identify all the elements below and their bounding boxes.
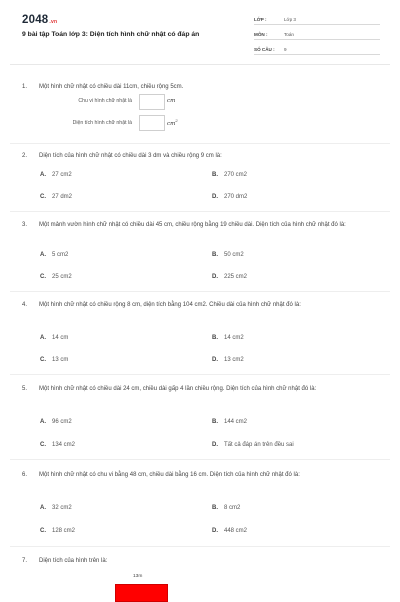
meta-subject: MÔN : Toán [254,29,380,40]
option-5d[interactable]: D. Tất cả đáp án trên đều sai [212,442,294,448]
option-4d[interactable]: D. 13 cm2 [212,357,244,363]
option-3b[interactable]: B. 50 cm2 [212,252,244,258]
divider [10,459,390,460]
figure-length-label: 13m [133,574,143,579]
blank-label-area: Diện tích hình chữ nhật là [72,120,132,126]
option-2c[interactable]: C. 27 dm2 [40,194,73,200]
meta-question-count: SỐ CÂU : 9 [254,44,380,55]
divider [10,211,390,212]
option-3d[interactable]: D. 225 cm2 [212,274,248,280]
area-answer-input[interactable] [139,115,165,131]
option-5c[interactable]: C. 134 cm2 [40,442,76,448]
option-4b[interactable]: B. 14 cm2 [212,335,244,341]
option-6b[interactable]: B. 8 cm2 [212,505,241,511]
worksheet-page: 2048.vn 9 bài tập Toán lớp 3: Diện tích hình chữ nhật có đáp án LỚP : Lớp 3 MÔN : Toán SỐ CÂU : 9 1. Một hình chữ nhật có chiều dài 11cm, chiều rộng 5cm. Chu vi hình chữ nhật là cm Diện tích hình chữ nhật là $cm^2$ 2. Diện tích của hình chữ nhật có chiều dài 3 dm và chiều rộng 9 cm là: A. 27 cm2 B. 270 cm2 C. 27 dm2 D. 270 dm2 3. Một mảnh vườn hình chữ nhật có chiều dài 45 cm, chiều rộng bằng 19 chiều dài. Diện tích của hình chữ nhật đó là: A. 5 cm2 B. 50 cm2 C. 25 cm2 D. 225 cm2 4. Một hình chữ nhật có chiều rộng 8 cm, diện tích bằng 104 cm2. Chiều dài của hình chữ nhật đó là: A. 14 cm B. 14 cm2 C. 13 cm D. 13 cm2 5. Một hình chữ nhật có chiều dài 24 cm, chiều dài gấp 4 lần chiều rộng. Diện tích của hình chữ nhật đó là: A. 96 cm2 B. 144 cm2 C. 134 cm2 D. Tất cả đáp án trên đều sai 6. Một hình chữ nhật có chu vi bằng 48 cm, chiều dài bằng 16 cm. Diện tích của hình chữ nhật đó là: A. 32 cm2 B. 8 cm2 C. 128 cm2 D. 448 cm2 7. Diện tích của hình trên là: 13m [0,0,400,600]
unit-cm: cm [167,98,176,104]
divider [10,291,390,292]
meta-grade: LỚP : Lớp 3 [254,14,380,25]
site-logo[interactable]: 2048.vn [22,14,58,26]
option-6a[interactable]: A. 32 cm2 [40,505,72,511]
unit-cm2: $cm^2$ [167,118,178,127]
divider [10,374,390,375]
divider [10,546,390,547]
red-rectangle-figure [115,584,168,602]
perimeter-answer-input[interactable] [139,94,165,110]
option-3c[interactable]: C. 25 cm2 [40,274,72,280]
option-5b[interactable]: B. 144 cm2 [212,419,248,425]
option-5a[interactable]: A. 96 cm2 [40,419,72,425]
option-6d[interactable]: D. 448 cm2 [212,528,248,534]
option-2b[interactable]: B. 270 cm2 [212,172,248,178]
option-2a[interactable]: A. 27 cm2 [40,172,72,178]
option-4a[interactable]: A. 14 cm [40,335,69,341]
worksheet-header [0,0,400,62]
header-divider [10,64,390,65]
option-6c[interactable]: C. 128 cm2 [40,528,76,534]
blank-label-perimeter: Chu vi hình chữ nhật là [78,98,132,104]
option-4c[interactable]: C. 13 cm [40,357,69,363]
divider [10,143,390,144]
option-2d[interactable]: D. 270 dm2 [212,194,248,200]
option-3a[interactable]: A. 5 cm2 [40,252,69,258]
page-title: 9 bài tập Toán lớp 3: Diện tích hình chữ nhật có đáp án [22,31,200,38]
